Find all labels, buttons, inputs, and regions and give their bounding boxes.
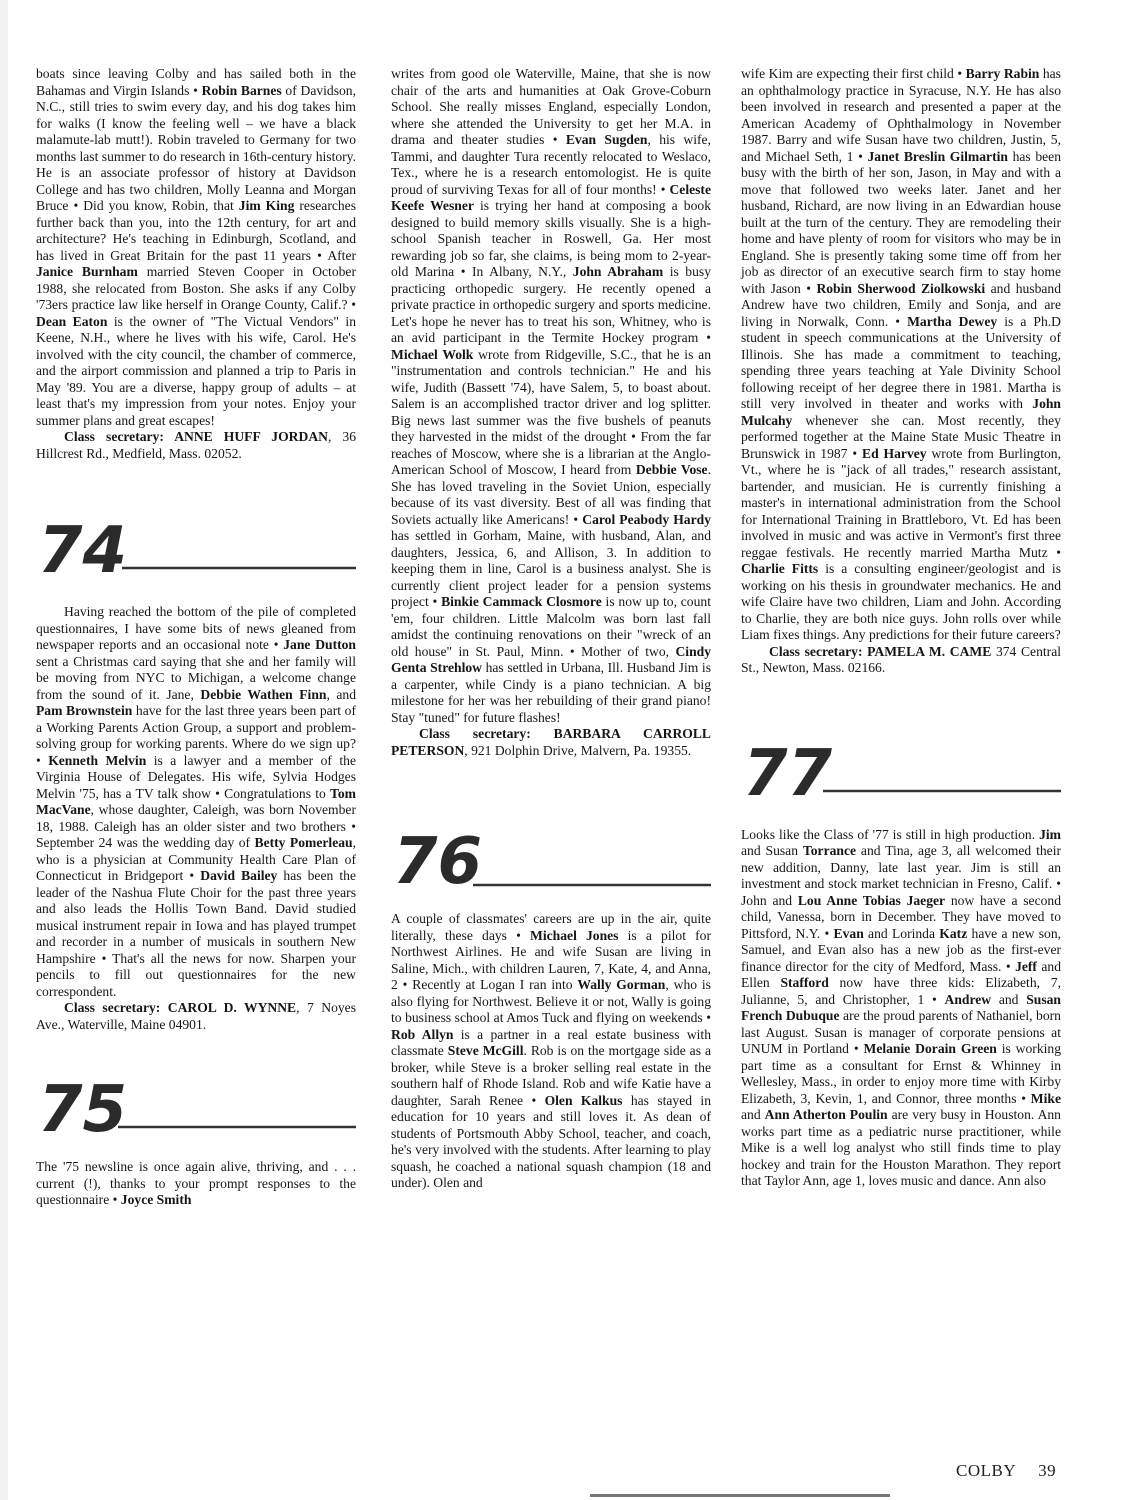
column-2: [391, 66, 711, 1192]
classmate-name: Robin Sherwood Ziolkowski: [816, 280, 986, 296]
classmate-name: Mike: [1030, 1090, 1061, 1106]
magazine-name: COLBY: [956, 1461, 1017, 1480]
classmate-name: Celeste Keefe Wesner: [391, 181, 711, 213]
classmate-name: Janice Burnham: [36, 264, 138, 279]
classmate-name: Katz: [939, 925, 968, 941]
classmate-name: Dean Eaton: [36, 313, 108, 329]
classmate-name: John Mulcahy: [741, 396, 1061, 428]
secretary-label: Class secretary: CAROL D. WYNNE: [64, 1000, 297, 1015]
class-76-heading-graphic: [391, 813, 711, 899]
class-74-secretary: [36, 1000, 356, 1033]
classmate-name: Torrance: [802, 843, 857, 858]
class-76-number: 76: [393, 825, 483, 899]
classmate-name: Jane Dutton: [283, 637, 356, 652]
classmate-name: Carol Peabody Hardy: [582, 511, 711, 527]
classmate-name: Charlie Fitts: [741, 561, 819, 576]
class-73-secretary: [36, 429, 356, 462]
classmate-name: Stafford: [780, 975, 829, 990]
classmate-name: Melanie Dorain Green: [863, 1041, 997, 1056]
secretary-address: 374 Central St., Newton, Mass. 02166.: [741, 643, 1062, 675]
class-76-notes: A couple of classmates' careers are up in the air, quite literally, these days • Michael Jones is a pilot for Northwest Airlines. He and wife Susan are living in Saline, Mich., with children Lauren, 7, Kate, 4, and Anna, 2 • Recently at Logan I ran into Wally Gorman, who is also flying for Northwest. Believe it or not, Wally is going to business school at Amos Tuck and flying on weekends • Rob Allyn is a partner in a real estate business with classmate Steve McGill. Rob is on the mortgage side as a broker, while Steve is a broker selling real estate in the southern half of Rhode Island. Rob and wife Katie have a daughter, Sarah Renee • Olen Kalkus has stayed in education for 10 years and still loves it. As dean of students of Portsmouth Abby School, teacher, and coach, he's very involved with the students. After learning to play squash, he coached a national squash champion (18 and under). Olen and: [391, 911, 711, 1190]
class-74-number: 74: [38, 514, 128, 588]
class-77-heading: [741, 719, 1061, 815]
class-75-notes-start: The '75 newsline is once again alive, thriving, and . . . current (!), thanks to your prompt responses to the questionnaire • Joyce Smith: [36, 1159, 356, 1207]
classmate-name: Andrew: [944, 991, 992, 1007]
classmate-name: Tom MacVane: [36, 785, 356, 817]
secretary-label: Class secretary: PAMELA M. CAME: [769, 643, 992, 659]
classmate-name: Janet Breslin Gilmartin: [867, 148, 1008, 164]
classmate-name: Jeff: [1015, 958, 1037, 974]
classmate-name: Steve McGill: [447, 1043, 524, 1058]
secretary-label: Class secretary: ANNE HUFF JORDAN: [64, 429, 328, 444]
page-footer: [956, 1461, 1056, 1481]
class-74-heading: [36, 502, 356, 592]
class-75-heading: [36, 1073, 356, 1147]
classmate-name: Lou Anne Tobias Jaeger: [797, 892, 946, 908]
secretary-address: , 7 Noyes Ave., Waterville, Maine 04901.: [36, 1000, 356, 1032]
classmate-name: Jim King: [238, 198, 295, 213]
scan-edge: [0, 0, 8, 1500]
class-73-notes: boats since leaving Colby and has sailed both in the Bahamas and Virgin Islands • Robin Barnes of Davidson, N.C., still tries to swim every day, and his dog takes him for walks (I know the feeling well – we have a black malamute-lab mutt!). Robin traveled to Germany for two months last summer to do research in 16th-century history. He is an associate professor of history at Davidson College and has two children, Molly Leanna and Morgan Bruce • Did you know, Robin, that Jim King researches further back than you, into the 12th century, for art and architecture? He's teaching in Edinburgh, Scotland, and has lived in Great Britain for the past 11 years • After Janice Burnham married Steven Cooper in October 1988, she relocated from Boston. She asks if any Colby '73ers practice law like herself in Orange County, Calif.? • Dean Eaton is the owner of "The Victual Vendors" in Keene, N.H., where he lives with his wife, Carol. He's involved with the city council, the chamber of commerce, and the airport commission and planned a trip to Paris in May '89. You are a diverse, happy group of adults – at least that's my impression from your notes. Enjoy your summer plans and great escapes!: [36, 66, 357, 428]
classmate-name: Michael Jones: [530, 927, 619, 943]
classmate-name: Martha Dewey: [907, 313, 998, 329]
page-number: 39: [1038, 1461, 1057, 1480]
column-3: [741, 66, 1061, 1190]
secretary-label: Class secretary: BARBARA CARROLL PETERSON: [391, 726, 711, 758]
classmate-name: Barry Rabin: [965, 66, 1040, 81]
classmate-name: Wally Gorman: [577, 977, 666, 992]
classmate-name: John Abraham: [572, 264, 664, 279]
classmate-name: Jim: [1039, 826, 1061, 842]
scan-artifact: [590, 1494, 890, 1497]
column-1: [36, 66, 356, 1209]
classmate-name: Betty Pomerleau: [254, 835, 353, 850]
class-75-secretary: [391, 726, 711, 759]
classmate-name: Kenneth Melvin: [48, 752, 147, 768]
class-76-secretary: [741, 644, 1061, 677]
classmate-name: Binkie Cammack Closmore: [441, 594, 602, 609]
class-75-number: 75: [38, 1073, 128, 1147]
secretary-address: , 36 Hillcrest Rd., Medfield, Mass. 02052.: [36, 429, 356, 461]
class-77-number: 77: [743, 736, 833, 811]
classmate-name: Robin Barnes: [201, 82, 282, 98]
class-76-notes-continued: wife Kim are expecting their first child • Barry Rabin has an ophthalmology practice in Syracuse, N.Y. He has also been involved in research and presented a paper at the American Academy of Ophthalmology in November 1987. Barry and wife Susan have two children, Justin, 5, and Michael Seth, 1 • Janet Breslin Gilmartin has been busy with the birth of her son, Jason, in May and with a move that followed two weeks later. Janet and her husband, Richard, are now living in an Edwardian house built at the turn of the century. They are remodeling their home and have plenty of room for visitors who may be in England. She is presently taking some time off from her job as director of an executive search firm to stay home with Jason • Robin Sherwood Ziolkowski and husband Andrew have two children, Emily and Sonja, and are living in Norwalk, Conn. • Martha Dewey is a Ph.D student in speech communications at the University of Illinois. She has made a commitment to teaching, spending three years teaching at Yale Divinity School following receipt of her degree there in 1981. Martha is still very involved in theater and works with John Mulcahy whenever she can. Most recently, they performed together at the Maine State Music Theatre in Brunswick in 1987 • Ed Harvey wrote from Burlington, Vt., where he is "jack of all trades," research assistant, bartender, and musician. He is currently finishing a master's in international administration from the School for International Training in Brattleboro, Vt. Ed has been involved in music and was active in Vermont's first three reggae festivals. He recently married Martha Mutz • Charlie Fitts is a consulting engineer/geologist and is working on his thesis in groundwater mechanics. He and wife Claire have two children, Liam and John. According to Charlie, they are both nice guys. John rolls over while Liam fixes things. Any predictions for their future careers?: [741, 66, 1062, 642]
classmate-name: Susan French Dubuque: [741, 991, 1061, 1023]
classmate-name: Pam Brownstein: [36, 703, 133, 718]
classmate-name: Rob Allyn: [391, 1026, 454, 1042]
class-74-heading-graphic: [36, 502, 356, 592]
classmate-name: Ed Harvey: [862, 445, 927, 461]
classmate-name: Evan Sugden: [565, 132, 648, 147]
class-77-notes: Looks like the Class of '77 is still in high production. Jim and Susan Torrance and Tina, age 3, all welcomed their new addition, Danny, late last year. Jim is still an investment and stock market technician in Fresno, Calif. • John and Lou Anne Tobias Jaeger now have a second child, Vanessa, born in December. They have moved to Pittsford, N.Y. • Evan and Lorinda Katz have a new son, Samuel, and Evan also has a new job as the first-ever finance director for the city of Medford, Mass. • Jeff and Ellen Stafford now have three kids: Elizabeth, 7, Julianne, 5, and Christopher, 1 • Andrew and Susan French Dubuque are the proud parents of Nathaniel, born last August. Susan is manager of corporate pensions at UNUM in Portland • Melanie Dorain Green is working part time as a consultant for Ernst & Whinney in Wellesley, Mass., in order to enjoy more time with Kirby Elizabeth, 3, Kevin, 1, and Connor, three months • Mike and Ann Atherton Poulin are very busy in Houston. Ann works part time as a pediatric nurse practitioner, while Mike is a well log analyst who still finds time to play hockey and train for the Houston Marathon. They report that Taylor Ann, age 1, loves music and dance. Ann also: [741, 826, 1062, 1188]
classmate-name: David Bailey: [200, 868, 278, 883]
classmate-name: Ann Atherton Poulin: [764, 1107, 888, 1122]
classmate-name: Evan: [833, 925, 864, 941]
class-75-notes-continued: writes from good ole Waterville, Maine, that she is now chair of the arts and humanities at Oak Grove-Coburn School. She really misses England, especially London, where she attended the University to get her M.A. in drama and theater studies • Evan Sugden, his wife, Tammi, and daughter Tura recently relocated to Weslaco, Tex., where he is a research entomologist. He is quite proud of surviving Texas for all of four months! • Celeste Keefe Wesner is trying her hand at composing a book designed to build memory skills visually. She is a high-school Spanish teacher in Roswell, Ga. Her most rewarding job so far, she claims, is being mom to 2-year-old Marina • In Albany, N.Y., John Abraham is busy practicing orthopedic surgery. He recently opened a private practice in orthopedic surgery and sports medicine. Let's hope he never has to treat his son, Whitney, who is an avid participant in the Termite Hockey program • Michael Wolk wrote from Ridgeville, S.C., that he is an "instrumentation and controls technician." He and his wife, Judith (Bassett '74), have Salem, 5, to boast about. Salem is an accomplished tractor driver and log splitter. Big news last summer was the five bushels of peanuts they harvested in the midst of the drought • From the far reaches of Moscow, where she is a librarian at the Anglo-American School of Moscow, I heard from Debbie Vose. She has loved traveling in the Soviet Union, especially because of its vast diversity. Best of all was finding that Soviets actually like Americans! • Carol Peabody Hardy has settled in Gorham, Maine, with husband, Alan, and daughters, Jessica, 6, and Allison, 3. In addition to keeping them in line, Carol is a business analyst. She is currently client project leader for a pension systems project • Binkie Cammack Closmore is now up to, count 'em, four children. Little Malcolm was born last fall amidst the continuing renovations on their "wreck of an old house" in St. Paul, Minn. • Mother of two, Cindy Genta Strehlow has settled in Urbana, Ill. Husband Jim is a carpenter, while Cindy is a piano technician. A big milestone for her was her rebuilding of their grand piano! Stay "tuned" for future flashes!: [391, 66, 712, 725]
class-74-notes: Having reached the bottom of the pile of completed questionnaires, I have some bits of news gleaned from newspaper reports and an occasional note • Jane Dutton sent a Christmas card saying that she and her family will be moving from NYC to Michigan, a welcome change from the sound of it. Jane, Debbie Wathen Finn, and Pam Brownstein have for the last three years been part of a Working Parents Action Group, a support and problem-solving group for working parents. Where do we sign up? • Kenneth Melvin is a lawyer and a member of the Virginia House of Delegates. His wife, Sylvia Hodges Melvin '75, has a TV talk show • Congratulations to Tom MacVane, whose daughter, Caleigh, was born November 18, 1988. Caleigh has an older sister and two brothers • September 24 was the wedding day of Betty Pomerleau, who is a physician at Community Health Care Plan of Connecticut in Bridgeport • David Bailey has been the leader of the Nashua Flute Choir for the past three years and also leads the Hollis Town Band. David studied musical instrument repair in Iowa and has played trumpet and recorder in a number of musicals in southern New Hampshire • That's all the news for now. Sharpen your pencils to fill out questionnaires for the new correspondent.: [36, 604, 356, 999]
class-75-heading-graphic: [36, 1073, 356, 1147]
class-76-heading: [391, 813, 711, 899]
class-77-heading-graphic: [741, 719, 1061, 815]
classmate-name: Debbie Wathen Finn: [200, 686, 327, 702]
classmate-name: Michael Wolk: [391, 346, 474, 362]
classmate-name: Joyce Smith: [120, 1192, 192, 1207]
classmate-name: Cindy Genta Strehlow: [391, 643, 711, 675]
secretary-address: , 921 Dolphin Drive, Malvern, Pa. 19355.: [464, 742, 692, 758]
classmate-name: Debbie Vose: [635, 462, 708, 477]
classmate-name: Olen Kalkus: [544, 1092, 623, 1108]
